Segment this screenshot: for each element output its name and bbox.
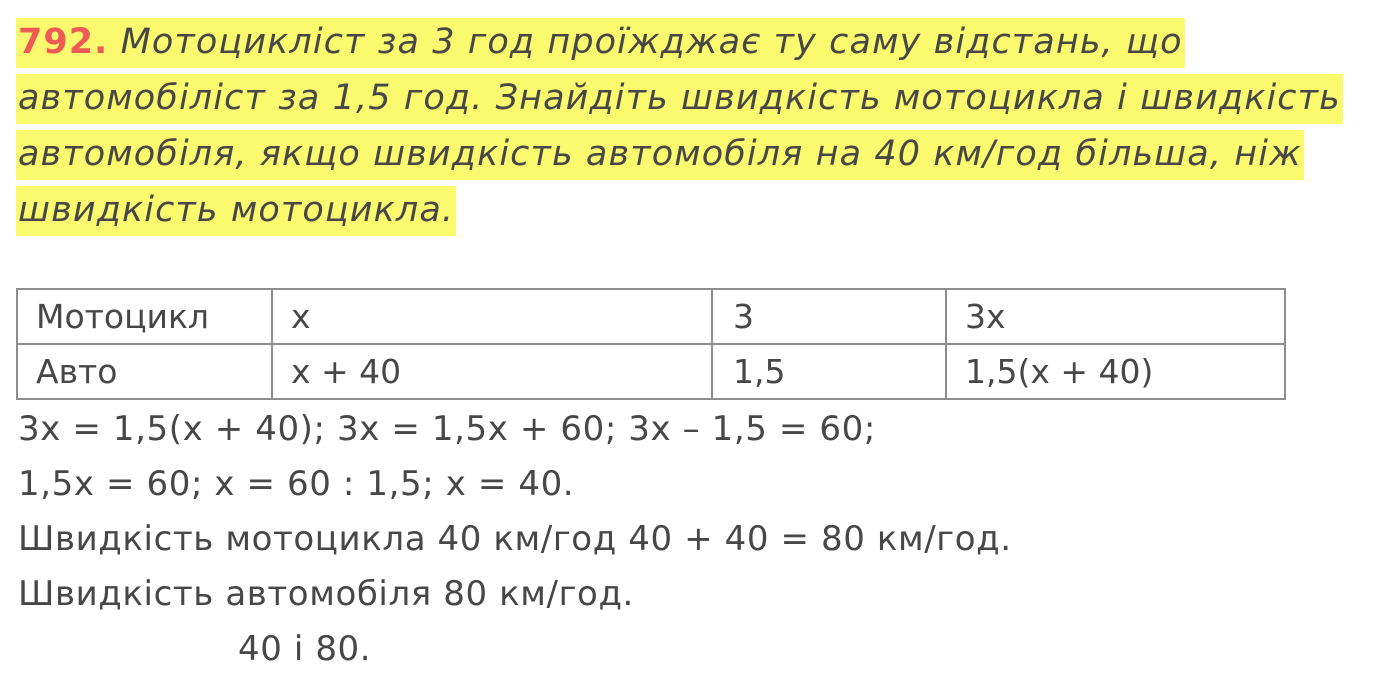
solution-line: 3x = 1,5(x + 40); 3x = 1,5x + 60; 3x – 1,5 = 60; (18, 409, 876, 449)
table-row (17, 344, 1285, 399)
solution (18, 402, 1012, 677)
solution-line: Швидкість автомобіля 80 км/год. (18, 574, 634, 614)
table-cell: 3 (712, 289, 946, 344)
problem-text-line-2: автомобіліст за 1,5 год. Знайдіть швидкість мотоцикла і швидкість (16, 74, 1343, 124)
table-cell: Авто (17, 344, 272, 399)
problem-line-4 (16, 182, 1376, 238)
problem-number: 792. (18, 22, 109, 62)
problem-line-2 (16, 70, 1376, 126)
table-cell: 1,5 (712, 344, 946, 399)
problem-text-line-4: швидкість мотоцикла. (16, 186, 456, 236)
table-cell: 1,5(x + 40) (946, 344, 1285, 399)
problem-text-line-3: автомобіля, якщо швидкість автомобіля на 40 км/год більша, ніж (16, 130, 1304, 180)
problem-text-line-1: Мотоцикліст за 3 год проїжджає ту саму відстань, що (120, 22, 1183, 62)
problem-line-1 (16, 14, 1376, 70)
solution-line: 1,5x = 60; x = 60 : 1,5; x = 40. (18, 464, 575, 504)
table-cell: x + 40 (272, 344, 712, 399)
data-table (16, 288, 1286, 400)
table-cell: Мотоцикл (17, 289, 272, 344)
problem-statement (16, 14, 1376, 238)
solution-line: Швидкість мотоцикла 40 км/год 40 + 40 = 80 км/год. (18, 519, 1012, 559)
table-cell: x (272, 289, 712, 344)
answer: 40 і 80. (238, 629, 372, 669)
table-row (17, 289, 1285, 344)
table-cell: 3x (946, 289, 1285, 344)
problem-line-3 (16, 126, 1376, 182)
